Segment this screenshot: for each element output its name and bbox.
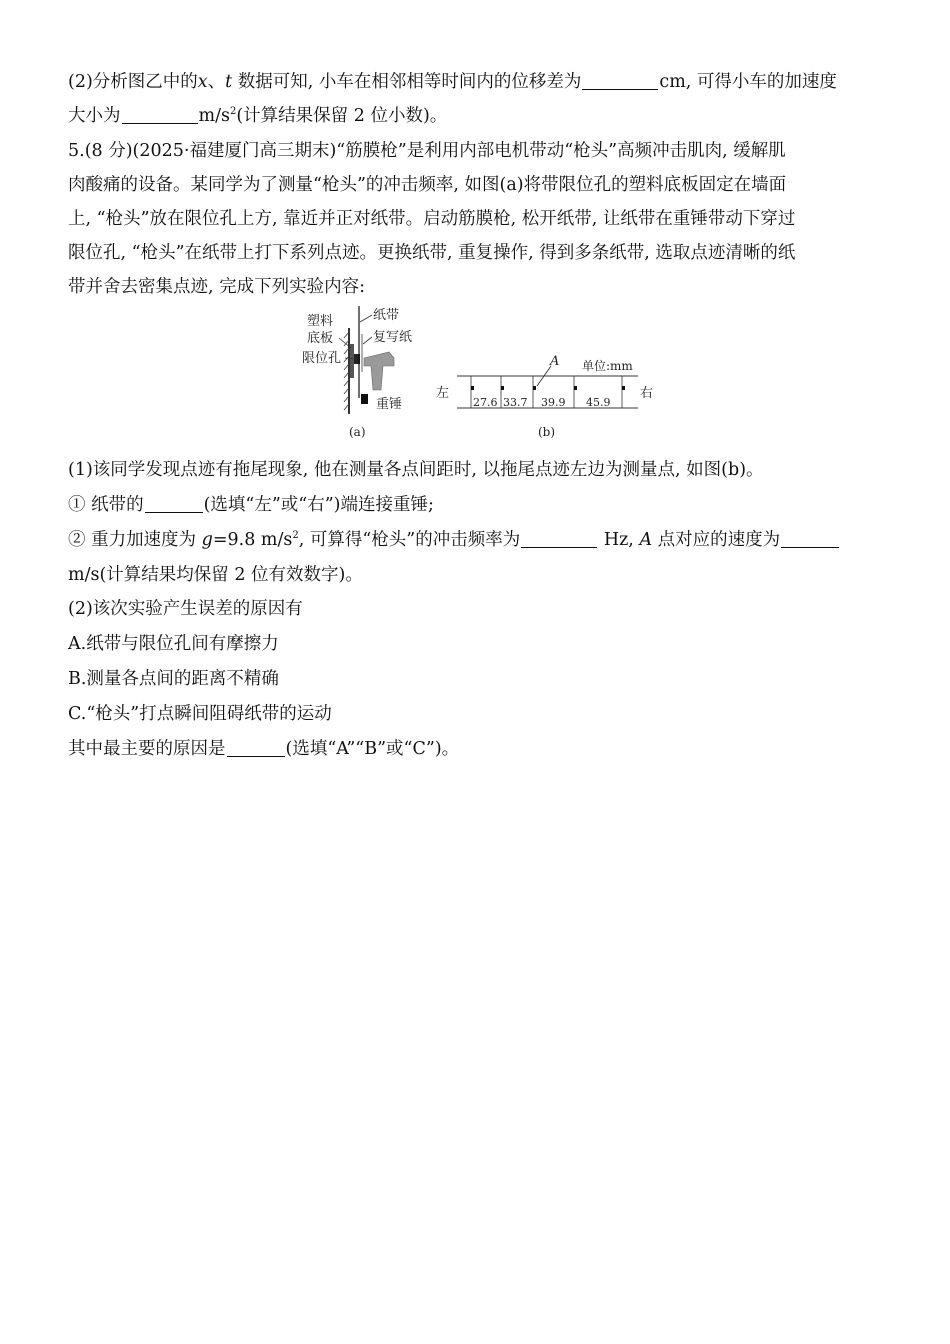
q5-p1-3-line: m/s(计算结果均保留 2 位有效数字)。 xyxy=(68,565,363,585)
answer-blank-velocity[interactable] xyxy=(781,529,839,548)
caption-a: (a) xyxy=(349,425,366,439)
figure-svg xyxy=(295,302,655,447)
caption-b: (b) xyxy=(538,425,556,439)
q5-p1-line: (1)该同学发现点迹有拖尾现象, 他在测量各点间距时, 以拖尾点迹左边为测量点, 如图(b)。 xyxy=(68,460,764,480)
q5-intro-line: 限位孔, “枪头”在纸带上打下系列点迹。更换纸带, 重复操作, 得到多条纸带, 选取点迹清晰的纸 xyxy=(68,243,796,263)
label-weight: 重锤 xyxy=(376,397,403,412)
figure-b-tape xyxy=(436,354,653,439)
answer-blank-displacement[interactable] xyxy=(582,71,658,90)
heavy-weight xyxy=(361,394,368,404)
q5-intro-line: 肉酸痛的设备。某同学为了测量“枪头”的冲击频率, 如图(a)将带限位孔的塑料底板固定在墙面 xyxy=(68,175,787,195)
experiment-figure xyxy=(295,302,655,447)
q5-intro-line: 带并舍去密集点迹, 完成下列实验内容: xyxy=(68,277,366,297)
q4-part2-line1: (2)分析图乙中的x、t 数据可知, 小车在相邻相等时间内的位移差为 cm, 可得小车的加速度 xyxy=(68,72,837,92)
q5-p2-line: (2)该次实验产生误差的原因有 xyxy=(68,599,303,619)
massage-gun-icon xyxy=(364,352,394,390)
label-left: 左 xyxy=(436,386,450,401)
q5-p1-1-line: ① 纸带的 (选填“左”或“右”)端连接重锤; xyxy=(68,495,434,515)
var-x: x xyxy=(197,72,208,92)
label-right: 右 xyxy=(640,386,654,401)
label-unit: 单位:mm xyxy=(582,359,633,373)
answer-blank-main-reason[interactable] xyxy=(227,738,285,757)
answer-blank-frequency[interactable] xyxy=(521,529,597,548)
answer-blank-end[interactable] xyxy=(145,494,203,513)
segment-length: 45.9 xyxy=(586,396,611,409)
segment-length: 27.6 xyxy=(473,396,498,409)
answer-blank-acceleration[interactable] xyxy=(122,105,198,124)
q5-final-line: 其中最主要的原因是 (选填“A”“B”或“C”)。 xyxy=(68,739,460,759)
label-plastic: 塑料 xyxy=(307,314,334,329)
q5-p1-2-line: ② 重力加速度为 g=9.8 $m/s^2$, 可算得“枪头”的冲击频率为 Hz, A 点对应的速度为 xyxy=(68,528,840,552)
q4-part2-line2: 大小为 $m/s^2$(计算结果保留 2 位小数)。 xyxy=(68,106,448,126)
plastic-base-plate xyxy=(350,344,354,378)
label-paper-tape: 纸带 xyxy=(373,308,400,323)
tape-dots xyxy=(471,386,625,390)
segment-length: 39.9 xyxy=(541,396,566,409)
label-base: 底板 xyxy=(307,331,334,346)
q5-intro-line: 上, “枪头”放在限位孔上方, 靠近并正对纸带。启动筋膜枪, 松开纸带, 让纸带在重锤带动下穿过 xyxy=(68,209,796,229)
var-t: t xyxy=(225,72,233,92)
segment-length: 33.7 xyxy=(503,396,528,409)
option-b: B.测量各点间的距离不精确 xyxy=(68,669,279,689)
label-limit-hole: 限位孔 xyxy=(302,351,342,366)
label-point-a: A xyxy=(550,354,560,369)
figure-a-apparatus xyxy=(302,306,412,439)
option-c: C.“枪头”打点瞬间阻碍纸带的运动 xyxy=(68,704,332,724)
option-a: A.纸带与限位孔间有摩擦力 xyxy=(68,634,279,654)
label-carbon-paper: 复写纸 xyxy=(373,330,413,345)
q5-intro-line: 5.(8 分)(2025·福建厦门高三期末)“筋膜枪”是利用内部电机带动“枪头”高频冲击肌肉, 缓解肌 xyxy=(68,141,786,161)
